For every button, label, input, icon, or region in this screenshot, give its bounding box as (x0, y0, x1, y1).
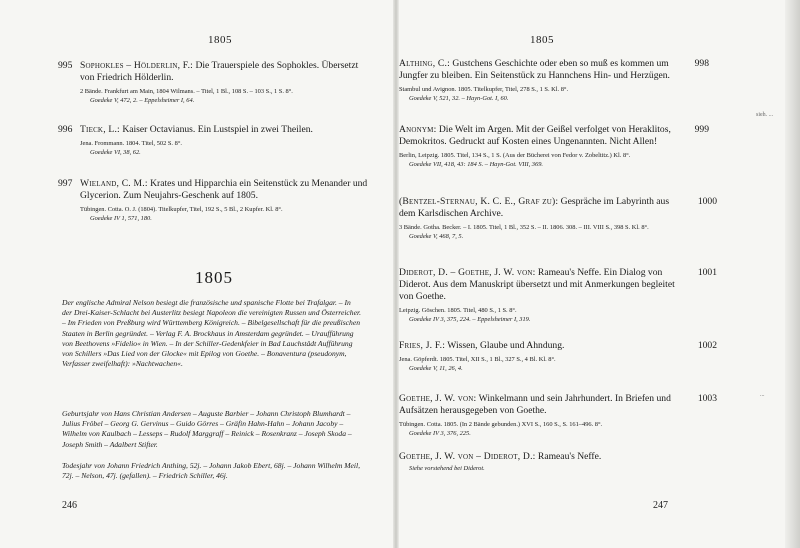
entry-number: 996 (58, 124, 73, 135)
entry-title: Winkelmann und sein Jahrhundert. In Briefen und Aufsätzen herausgegeben von Goethe. (399, 393, 671, 416)
entry-heading (399, 340, 679, 352)
entry-goethe-diderot (399, 451, 679, 473)
year-heading: 1805 (195, 268, 233, 287)
entry-heading (80, 60, 370, 84)
entry-author: Anonym: (399, 124, 437, 135)
entry-refs: Goedeke VI, 38, 62. (90, 149, 141, 156)
entry-title: Krates und Hipparchia ein Seitenstück zu Menander und Glycerion. Zum Neujahrs-Geschenk auf 1805. (80, 178, 368, 201)
entry-imprint: Jena. Frommann. 1804. Titel, 502 S. 8°. (80, 140, 182, 147)
entry-author: Goethe, J. W. von: (399, 393, 477, 404)
entry-heading (399, 58, 679, 82)
chronicle-births: Geburtsjahr von Hans Christian Andersen – Auguste Barbier – Johann Christoph Blumhardt – Julius Fröbel – Georg G. Gervinus – Guido Görres – Gräfin Hahn-Hahn – Johann Jacoby – Wilhelm von Kaulbach – Lesseps – Rudolf Marggraff – Reinick – Rosenkranz – Joseph Skoda – Joseph Smith – Adalbert Stifter. (62, 409, 352, 449)
entry-refs: Goedeke V, 521, 32. – Hayn-Got. I, 60. (409, 95, 509, 102)
entry-1003 (399, 393, 717, 438)
entry-number: 1001 (697, 267, 717, 278)
entry-imprint: Tübingen. Cotta. O. J. (1804). Titelkupfer, Titel, 192 S., 5 Bl., 2 Kupfer. Kl. 8°. (80, 206, 283, 213)
entry-author: Althing, C.: (399, 58, 450, 69)
entry-imprint: Berlin, Leipzig. 1805. Titel, 134 S., 1 S. (Aus der Bücherei von Fedor v. Zobeltitz.) Kl. 8°. (399, 152, 631, 159)
entry-author: Fries, J. F.: (399, 340, 446, 351)
entry-title: Gustchens Geschichte oder eben so muß es kommen um Jungfer zu bleiben. Ein Seitenstück zu Hannchens Hin- und Herzügen. (399, 58, 670, 81)
entry-heading (80, 178, 370, 202)
entry-995 (58, 60, 370, 105)
running-year-right: 1805 (530, 34, 554, 46)
entry-1000 (399, 196, 717, 241)
entry-heading (399, 393, 679, 417)
entry-title: Wissen, Glaube und Ahndung. (445, 340, 565, 351)
margin-note: sieh. ... (756, 112, 774, 118)
entry-author: Diderot, D. – Goethe, J. W. von: (399, 267, 536, 278)
entry-996 (58, 124, 370, 157)
entry-title: Die Trauerspiele des Sophokles. Übersetzt von Friedrich Hölderlin. (80, 60, 359, 83)
entry-997 (58, 178, 370, 223)
entry-number: 1002 (697, 340, 717, 351)
entry-number: 1000 (697, 196, 717, 207)
chronicle-deaths: Todesjahr von Johann Friedrich Anthing, 52j. – Johann Jakob Ebert, 68j. – Johann Wilhelm Meil, 72j. – Nelson, 47j. (gefallen). – Friedrich Schiller, 46j. (62, 461, 361, 481)
entry-number: 997 (58, 178, 73, 189)
entry-title: Rameau's Neffe. (535, 451, 602, 462)
entry-heading (399, 267, 679, 303)
entry-refs: Goedeke V, 11, 26, 4. (409, 365, 463, 372)
entry-heading (399, 124, 679, 148)
entry-imprint: 2 Bände. Frankfurt am Main, 1804 Wilmans. – Titel, 1 Bl., 108 S. – 103 S., 1 S. 8°. (80, 88, 293, 95)
entry-author: Sophokles – Hölderlin, F.: (80, 60, 194, 71)
entry-refs: Goedeke IV 1, 571, 180. (90, 215, 152, 222)
entry-refs: Goedeke VII, 418, 43: 184 S. – Hayn-Got. VIII, 369. (409, 161, 543, 168)
left-page (0, 0, 393, 548)
running-year-left: 1805 (208, 34, 232, 46)
page-number-right: 247 (653, 500, 668, 511)
page-number-left: 246 (62, 500, 77, 511)
entry-imprint: Stambul und Avignon. 1805. Titelkupfer, Titel, 278 S., 1 S. Kl. 8°. (399, 86, 569, 93)
chronicle-events: Der englische Admiral Nelson besiegt die französische und spanische Flotte bei Trafalgar. – In der Drei-Kaiser-Schlacht bei Austerlitz besiegt Napoleon die vereinigten Russen und Österreicher. – Im Frieden von Preßburg wird Württemberg Königreich. – Bibelgesellschaft für die preußischen Staaten in Berlin gegründet. – Verlag F. A. Brockhaus in Amsterdam gegründet. – Uraufführung von Beethovens »Fidelio« in Wien. – In der Schiller-Gedenkfeier in Bad Lauchstädt Aufführung von Schillers »Das Lied von der Glocke« mit Epilog von Goethe. – Bonaventura (pseudonym, Verfasser zweifelhaft): »Nachtwachen«. (62, 298, 361, 369)
entry-999 (399, 124, 709, 169)
entry-1001 (399, 267, 717, 324)
entry-number: 999 (694, 124, 709, 135)
entry-title: Kaiser Octavianus. Ein Lustspiel in zwei Theilen. (119, 124, 313, 135)
entry-refs: Goedeke V, 472, 2. – Eppelsheimer I, 64. (90, 97, 195, 104)
entry-title: Die Welt im Argen. Mit der Geißel verfolget von Heraklitos, Demokritos. Gedruckt auf Kosten eines Ungenannten. Nicht Allen! (399, 124, 671, 147)
entry-author: (Bentzel-Sternau, K. C. E., Graf zu): (399, 196, 559, 207)
entry-refs: Goedeke IV 3, 375, 224. – Eppelsheimer I, 319. (409, 316, 531, 323)
right-page (399, 0, 800, 548)
entry-cross-reference: Siehe vorstehend bei Diderot. (409, 465, 485, 472)
entry-author: Tieck, L.: (80, 124, 120, 135)
entry-number: 995 (58, 60, 73, 71)
entry-refs: Goedeke IV 3, 376, 225. (409, 430, 471, 437)
entry-heading (399, 451, 679, 463)
entry-heading (399, 196, 679, 220)
entry-imprint: Jena. Göpferdt. 1805. Titel, XII S., 1 Bl., 327 S., 4 Bl. Kl. 8°. (399, 356, 556, 363)
entry-title: Rameau's Neffe. Ein Dialog von Diderot. Aus dem Manuskript übersetzt und mit Anmerkungen begleitet von Goethe. (399, 267, 675, 302)
entry-author: Wieland, C. M.: (80, 178, 148, 189)
margin-note: ... (760, 392, 765, 398)
entry-heading (80, 124, 370, 136)
entry-1002 (399, 340, 717, 373)
entry-998 (399, 58, 709, 103)
entry-refs: Goedeke V, 468, 7, 5. (409, 233, 464, 240)
entry-number: 1003 (697, 393, 717, 404)
entry-title: Gespräche im Labyrinth aus dem Karlsdischen Archive. (399, 196, 670, 219)
entry-author: Goethe, J. W. von – Diderot, D.: (399, 451, 536, 462)
page-edge-shadow (785, 0, 800, 548)
entry-imprint: 3 Bände. Gotha. Becker. – I. 1805. Titel, 1 Bl., 352 S. – II. 1806. 308. – III. VIII S., 398 S. Kl. 8°. (399, 224, 649, 231)
entry-number: 998 (694, 58, 709, 69)
entry-imprint: Leipzig. Göschen. 1805. Titel, 480 S., 1 S. 8°. (399, 307, 517, 314)
entry-imprint: Tübingen. Cotta. 1805. (In 2 Bände gebunden.) XVI S., 160 S., S. 161–496. 8°. (399, 421, 603, 428)
